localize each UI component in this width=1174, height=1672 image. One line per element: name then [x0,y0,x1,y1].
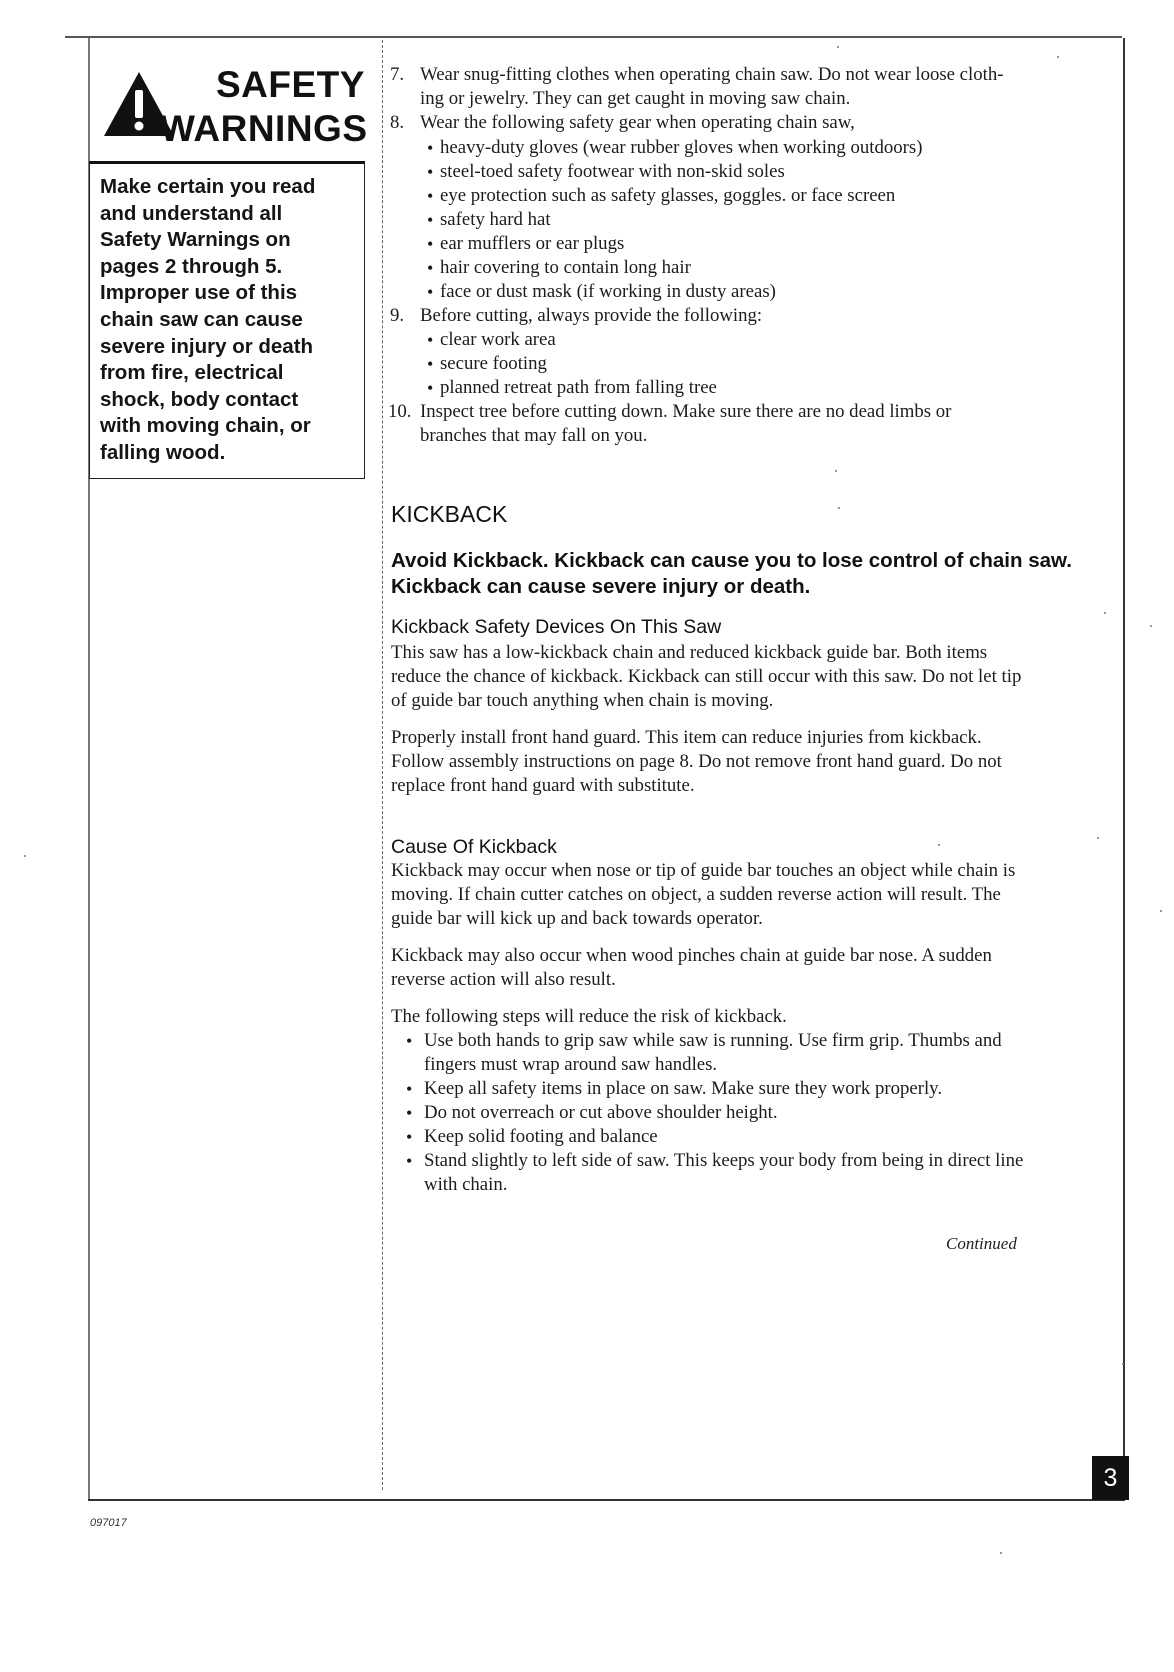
bullet-icon: • [427,210,434,230]
bullet-icon: • [406,1127,413,1147]
item-8-text: Wear the following safety gear when operating chain saw, [420,112,855,133]
paragraph-line: This saw has a low-kickback chain and reduced kickback guide bar. Both items [391,642,988,663]
gear-bullet: eye protection such as safety glasses, goggles. or face screen [440,185,896,206]
paragraph-line: guide bar will kick up and back towards operator. [391,908,763,929]
scan-speck [1122,1363,1124,1365]
paragraph-line: replace front hand guard with substitute. [391,775,695,796]
notice-line: falling wood. [100,440,226,464]
notice-line: and understand all [100,201,283,225]
step-line: Stand slightly to left side of saw. This keeps your body from being in direct line [424,1150,1024,1171]
item-10-line: branches that may fall on you. [420,425,648,446]
scan-speck [1104,612,1106,614]
notice-line: severe injury or death [100,334,314,358]
notice-line: chain saw can cause [100,307,303,331]
step-line: Keep solid footing and balance [424,1126,658,1147]
bullet-icon: • [406,1079,413,1099]
step-line: fingers must wrap around saw handles. [424,1054,718,1075]
bullet-icon: • [427,138,434,158]
scan-speck [24,855,26,857]
kickback-warning-line: Kickback can cause severe injury or death. [391,575,811,598]
item-number: 7. [390,64,405,85]
bullet-icon: • [406,1103,413,1123]
scan-speck [1160,910,1162,912]
bullet-icon: • [406,1031,413,1051]
bullet-icon: • [427,330,434,350]
column-divider [382,40,383,1490]
scan-speck [1000,1552,1002,1554]
scan-speck [838,507,840,509]
paragraph-line: Follow assembly instructions on page 8. Do not remove front hand guard. Do not [391,751,1002,772]
paragraph-line: Kickback may also occur when wood pinches chain at guide bar nose. A sudden [391,945,992,966]
step-line: Keep all safety items in place on saw. Make sure they work properly. [424,1078,943,1099]
step-line: Do not overreach or cut above shoulder height. [424,1102,778,1123]
notice-line: shock, body contact [100,387,299,411]
paragraph-line: reduce the chance of kickback. Kickback can still occur with this saw. Do not let tip [391,666,1022,687]
notice-line: Make certain you read [100,175,316,198]
paragraph-line: moving. If chain cutter catches on object, a sudden reverse action will result. The [391,884,1001,905]
notice-line: Improper use of this [100,281,298,305]
warning-notice-box [89,161,365,479]
paragraph-line: reverse action will also result. [391,969,616,990]
frame-top-rule [65,36,1122,38]
bullet-icon: • [427,186,434,206]
item-9-text: Before cutting, always provide the following: [420,305,763,326]
gear-bullet: hair covering to contain long hair [440,257,691,278]
notice-line: Safety Warnings on [100,228,291,252]
item-number: 10. [388,401,412,422]
item-7-line: Wear snug-fitting clothes when operating chain saw. Do not wear loose cloth- [420,64,1004,85]
bullet-icon: • [427,162,434,182]
gear-bullet: safety hard hat [440,209,551,230]
paragraph-line: Kickback may occur when nose or tip of guide bar touches an object while chain is [391,860,1016,881]
item-7-line: ing or jewelry. They can get caught in moving saw chain. [420,88,851,109]
gear-bullet: steel-toed safety footwear with non-skid soles [440,161,785,182]
page-number-badge: 3 [1092,1456,1129,1500]
gear-bullet: face or dust mask (if working in dusty areas) [440,281,776,302]
bullet-icon: • [427,378,434,398]
title-safety: SAFETY [216,64,365,105]
cause-heading: Cause Of Kickback [391,836,557,858]
bullet-icon: • [427,282,434,302]
item-number: 9. [390,305,405,326]
scan-speck [938,844,940,846]
notice-line: with moving chain, or [100,414,311,438]
scan-speck [837,46,839,48]
bullet-icon: • [406,1151,413,1171]
scan-speck [1097,837,1099,839]
kickback-heading: KICKBACK [391,501,508,527]
paragraph-line: Properly install front hand guard. This item can reduce injuries from kickback. [391,727,982,748]
steps-intro: The following steps will reduce the risk of kickback. [391,1006,787,1027]
frame-bottom-rule [88,1499,1125,1501]
document-code: 097017 [90,1517,127,1529]
scan-speck [1150,625,1152,627]
title-warnings: WARNINGS [160,108,368,149]
paragraph-line: of guide bar touch anything when chain is moving. [391,690,774,711]
item-number: 8. [390,112,405,133]
kickback-warning-line: Avoid Kickback. Kickback can cause you to lose control of chain saw. [391,549,1072,572]
gear-bullet: ear mufflers or ear plugs [440,233,625,254]
scan-speck [835,470,837,472]
bullet-icon: • [427,234,434,254]
scan-speck [1057,56,1059,58]
step-line: Use both hands to grip saw while saw is running. Use firm grip. Thumbs and [424,1030,1002,1051]
prep-bullet: secure footing [440,353,547,374]
devices-heading: Kickback Safety Devices On This Saw [391,616,722,638]
step-line: with chain. [424,1174,508,1195]
bullet-icon: • [427,354,434,374]
frame-right-rule [1123,38,1125,1499]
prep-bullet: planned retreat path from falling tree [440,377,717,398]
bullet-icon: • [427,258,434,278]
notice-line: pages 2 through 5. [100,254,283,278]
notice-line: from fire, electrical [100,361,284,385]
prep-bullet: clear work area [440,329,556,350]
gear-bullet: heavy-duty gloves (wear rubber gloves when working outdoors) [440,137,923,158]
continued-note: Continued [946,1234,1017,1253]
item-10-line: Inspect tree before cutting down. Make sure there are no dead limbs or [420,401,952,422]
